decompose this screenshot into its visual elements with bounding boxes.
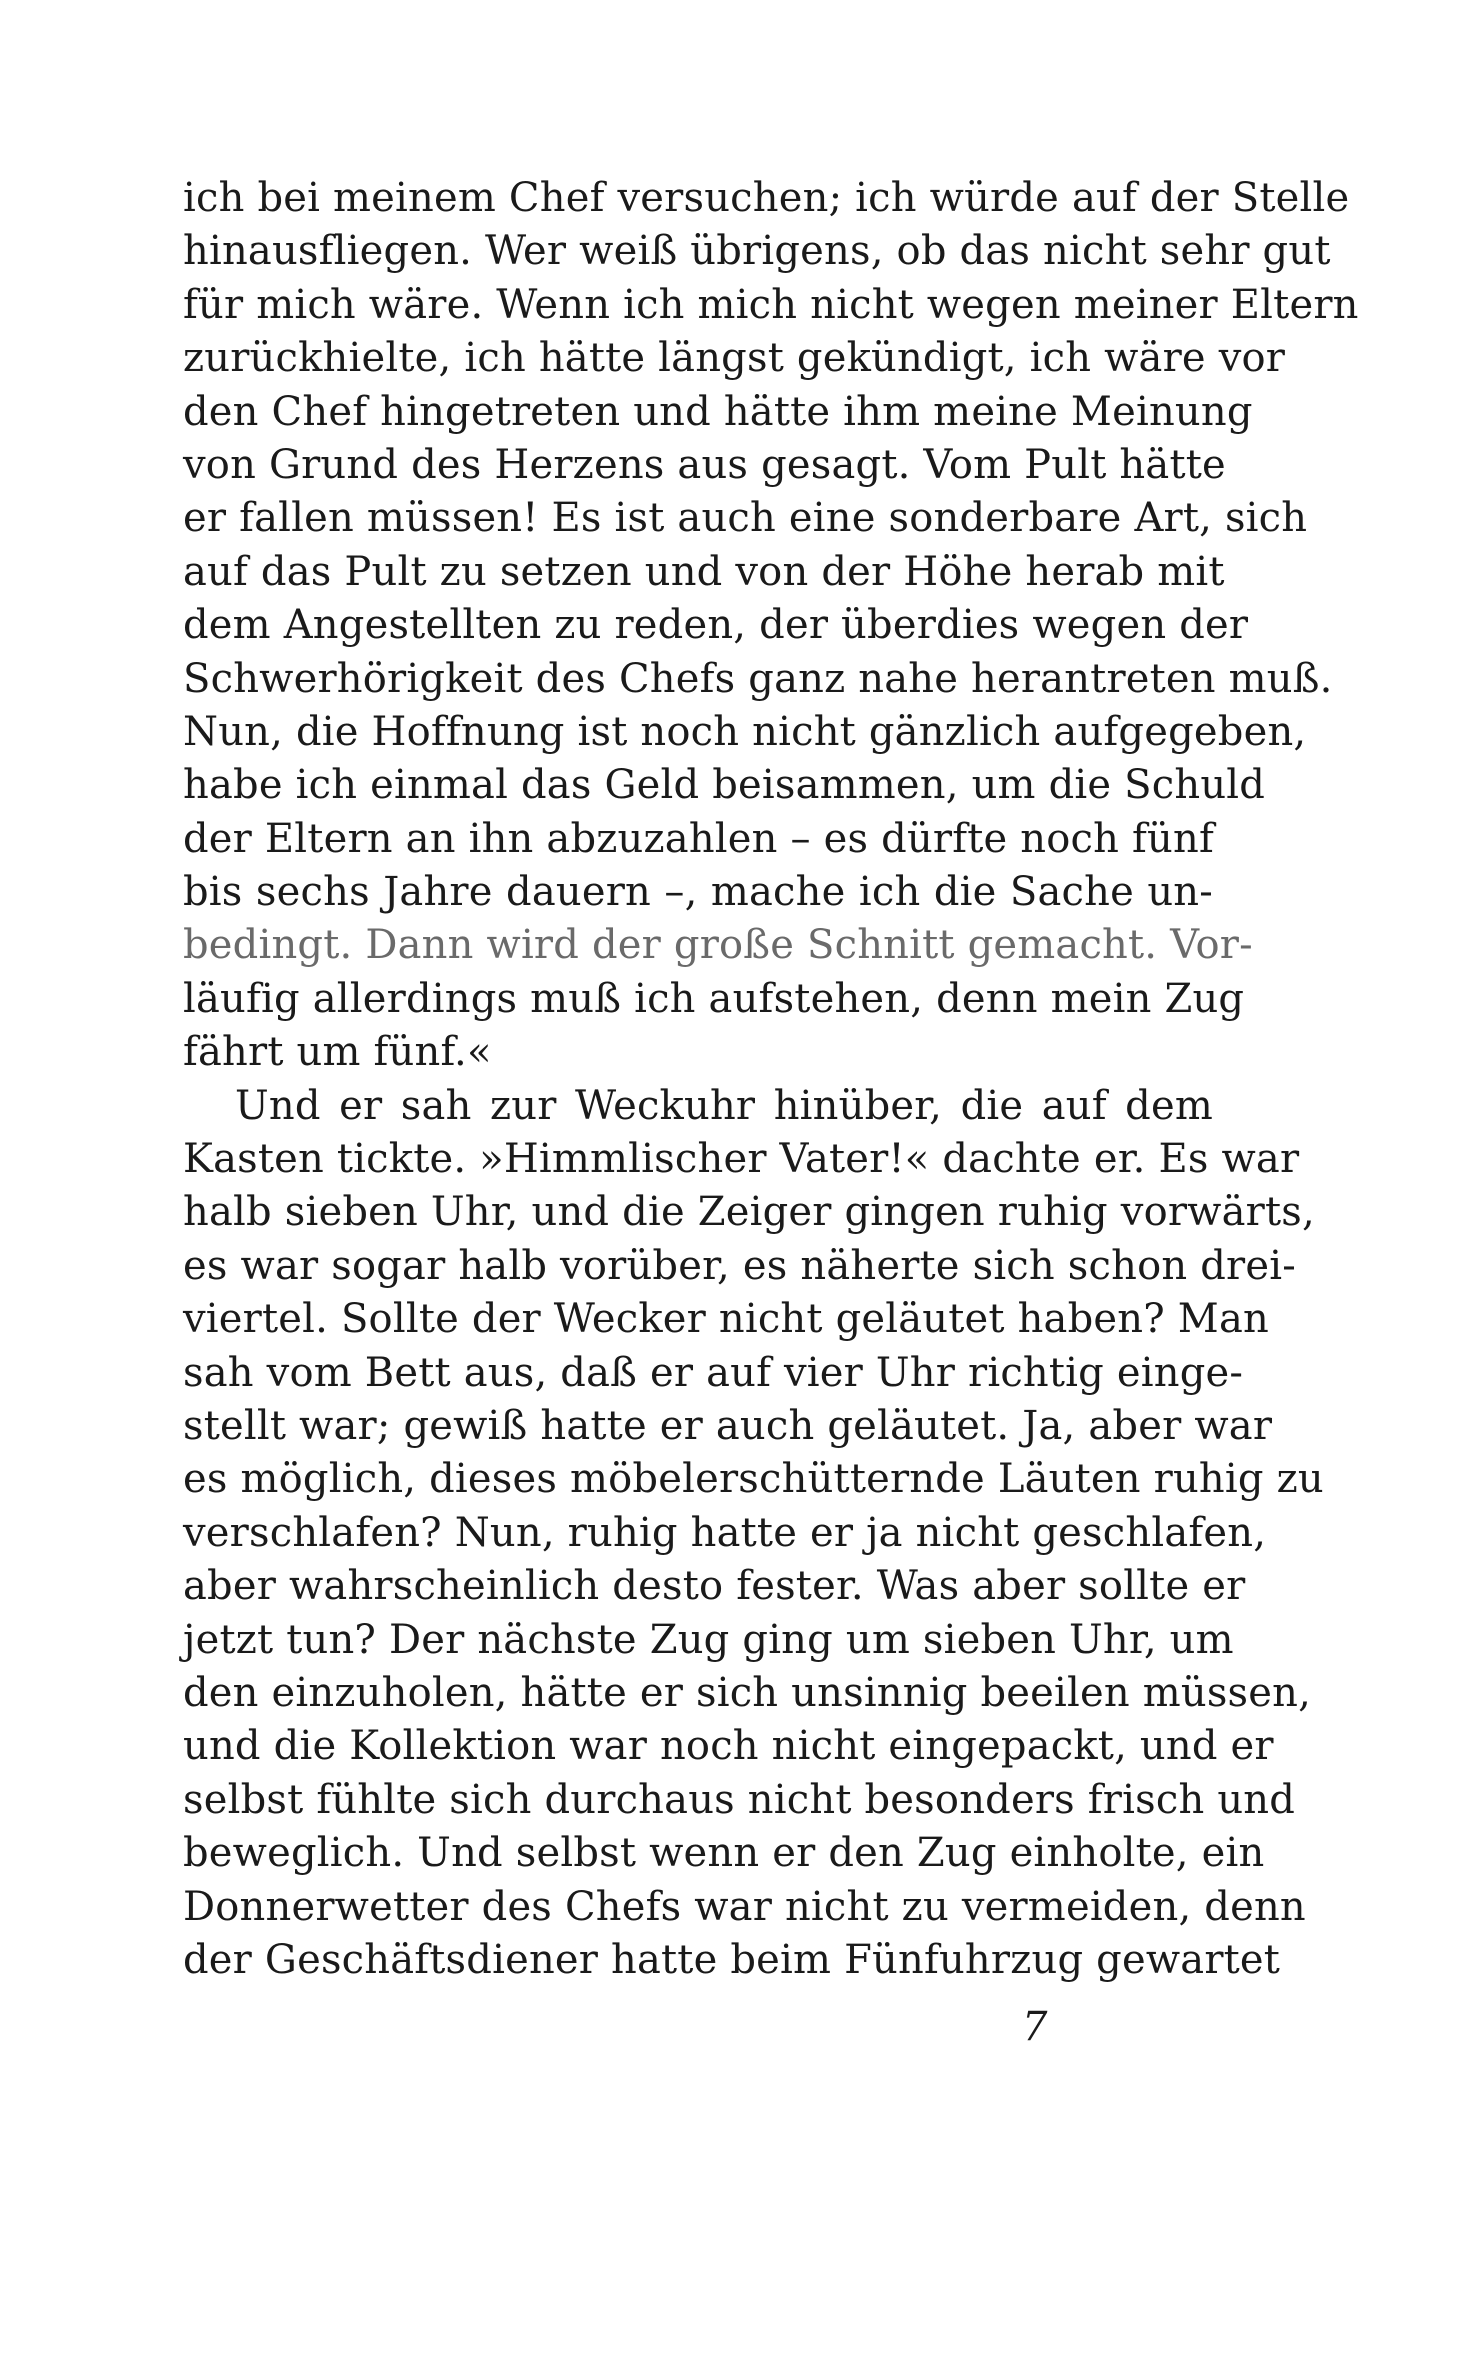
text-line: jetzt tun? Der nächste Zug ging um sieben Uhr, um — [183, 1616, 1234, 1663]
text-line: für mich wäre. Wenn ich mich nicht wegen meiner Eltern — [183, 281, 1359, 328]
text-line: den Chef hingetreten und hätte ihm meine Meinung — [183, 388, 1253, 435]
text-line: von Grund des Herzens aus gesagt. Vom Pult hätte — [183, 441, 1226, 488]
text-line: auf das Pult zu setzen und von der Höhe herab mit — [183, 548, 1225, 595]
text-line: läufig allerdings muß ich aufstehen, denn mein Zug — [183, 975, 1245, 1022]
text-line: Schwerhörigkeit des Chefs ganz nahe herantreten muß. — [183, 655, 1333, 702]
text-line: Kasten tickte. »Himmlischer Vater!« dachte er. Es war — [183, 1136, 1300, 1183]
text-line: beweglich. Und selbst wenn er den Zug einholte, ein — [183, 1830, 1265, 1877]
text-line: den einzuholen, hätte er sich unsinnig beeilen müssen, — [183, 1669, 1312, 1716]
text-line: fährt um fünf.« — [183, 1029, 492, 1076]
text-line: sah vom Bett aus, daß er auf vier Uhr richtig einge- — [183, 1349, 1244, 1396]
text-line: und die Kollektion war noch nicht eingepackt, und er — [183, 1723, 1274, 1770]
text-line: es möglich, dieses möbelerschütternde Läuten ruhig zu — [183, 1456, 1324, 1503]
text-line: habe ich einmal das Geld beisammen, um die Schuld — [183, 762, 1266, 809]
text-line: er fallen müssen! Es ist auch eine sonderbare Art, sich — [183, 495, 1308, 542]
paragraph-start-line: Und er sah zur Weckuhr hinüber, die auf dem — [235, 1082, 1213, 1129]
text-line: Donnerwetter des Chefs war nicht zu vermeiden, denn — [183, 1883, 1306, 1930]
text-line: ich bei meinem Chef versuchen; ich würde auf der Stelle — [183, 175, 1350, 221]
text-line: viertel. Sollte der Wecker nicht geläutet haben? Man — [183, 1296, 1269, 1343]
text-line: es war sogar halb vorüber, es näherte sich schon drei- — [183, 1242, 1296, 1289]
text-line: aber wahrscheinlich desto fester. Was aber sollte er — [183, 1563, 1246, 1610]
text-line: hinausfliegen. Wer weiß übrigens, ob das nicht sehr gut — [183, 228, 1331, 275]
text-line: bedingt. Dann wird der große Schnitt gemacht. Vor- — [183, 922, 1253, 969]
text-line: Nun, die Hoffnung ist noch nicht gänzlich aufgegeben, — [183, 708, 1307, 755]
text-line: verschlafen? Nun, ruhig hatte er ja nicht geschlafen, — [183, 1509, 1267, 1556]
text-line: dem Angestellten zu reden, der überdies wegen der — [183, 602, 1249, 649]
text-line: halb sieben Uhr, und die Zeiger gingen ruhig vorwärts, — [183, 1189, 1315, 1236]
text-line: stellt war; gewiß hatte er auch geläutet. Ja, aber war — [183, 1402, 1273, 1449]
text-line: bis sechs Jahre dauern –, mache ich die Sache un- — [183, 869, 1213, 916]
text-line: zurückhielte, ich hätte längst gekündigt, ich wäre vor — [183, 335, 1286, 382]
text-line: selbst fühlte sich durchaus nicht besonders frisch und — [183, 1776, 1296, 1823]
page-number: 7 — [1022, 2004, 1048, 2050]
body-text — [183, 172, 1359, 1987]
text-line: der Geschäftsdiener hatte beim Fünfuhrzug gewartet — [183, 1936, 1281, 1983]
text-line: der Eltern an ihn abzuzahlen – es dürfte noch fünf — [183, 815, 1214, 862]
